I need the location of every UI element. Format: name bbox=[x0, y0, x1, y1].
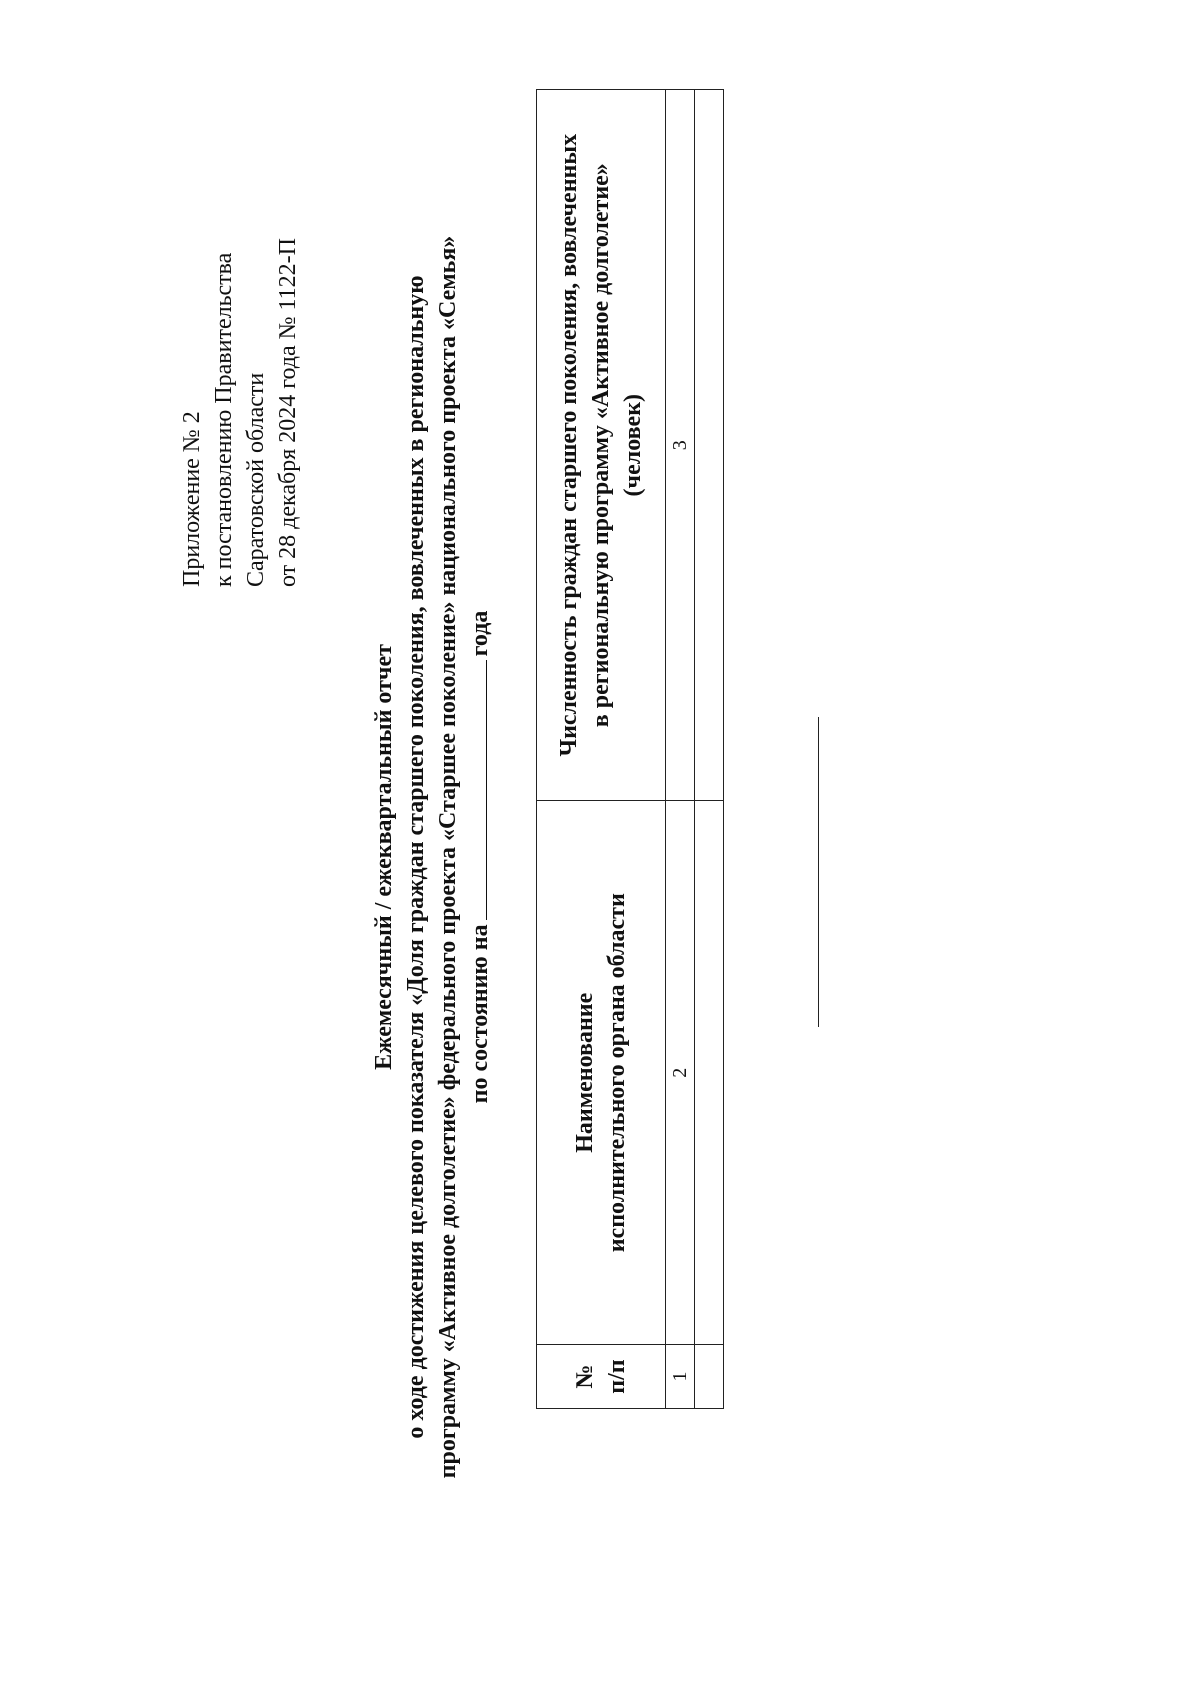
header-authority-name: Наименование исполнительного органа области bbox=[537, 801, 666, 1345]
table-header-row bbox=[537, 90, 666, 1409]
date-blank-field[interactable] bbox=[464, 660, 487, 920]
as-of-prefix: по состоянию на bbox=[467, 924, 493, 1104]
table-cell[interactable] bbox=[695, 1345, 724, 1409]
table-cell: 3 bbox=[666, 90, 695, 801]
table-cell[interactable] bbox=[695, 801, 724, 1345]
title-line: Ежемесячный / ежеквартальный отчет bbox=[371, 644, 397, 1070]
title-line: программу «Активное долголетие» федерального проекта «Старшее поколение» национального проекта «Семья» bbox=[435, 235, 461, 1479]
report-table bbox=[536, 89, 724, 1409]
table-cell: 2 bbox=[666, 801, 695, 1345]
header-citizens-count: Численность граждан старшего поколения, вовлеченных в региональную программу «Активное долголетие» (человек) bbox=[537, 90, 666, 801]
header-number: № п/п bbox=[537, 1345, 666, 1409]
appendix-line: к постановлению Правительства bbox=[211, 252, 237, 587]
appendix-line: от 28 декабря 2024 года № 1122-П bbox=[275, 238, 301, 587]
appendix-line: Саратовской области bbox=[243, 372, 269, 587]
as-of-suffix: года bbox=[467, 610, 493, 657]
table-row bbox=[695, 90, 724, 1409]
report-title bbox=[368, 57, 496, 1657]
appendix-line: Приложение № 2 bbox=[179, 411, 205, 587]
table-cell: 1 bbox=[666, 1345, 695, 1409]
signature-line bbox=[818, 717, 819, 1027]
appendix-block bbox=[176, 27, 304, 587]
as-of-line bbox=[464, 57, 496, 1657]
table-cell[interactable] bbox=[695, 90, 724, 801]
title-line: о ходе достижения целевого показателя «Доля граждан старшего поколения, вовлеченных в региональную bbox=[403, 275, 429, 1439]
column-number-row bbox=[666, 90, 695, 1409]
